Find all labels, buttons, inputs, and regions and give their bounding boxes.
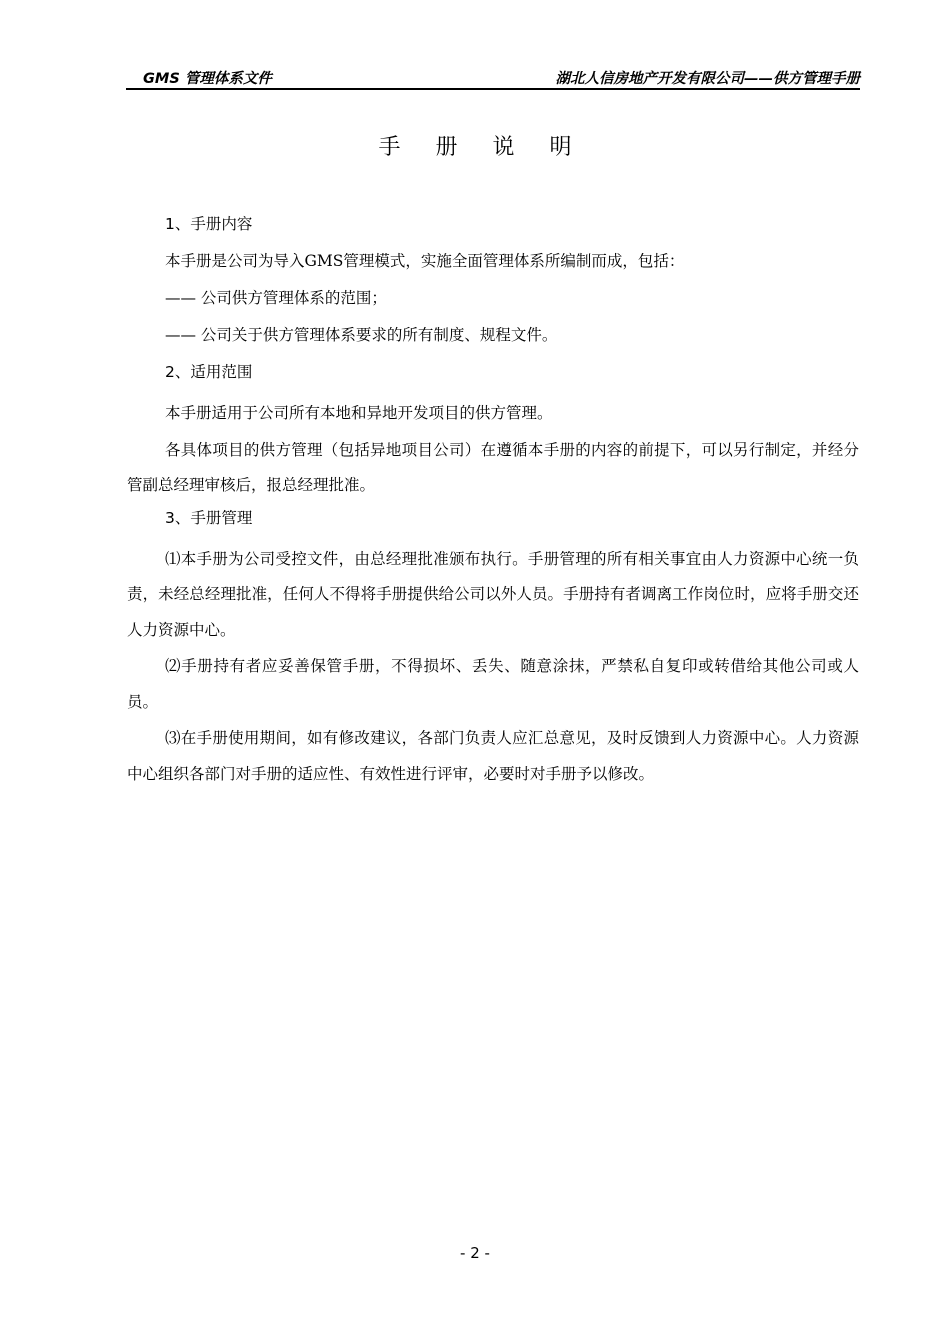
section-heading-2: 2、适用范围 [165, 363, 253, 381]
header-right-text: 湖北人信房地产开发有限公司——供方管理手册 [555, 71, 860, 87]
section-1-item-2: —— 公司关于供方管理体系要求的所有制度、规程文件。 [165, 326, 558, 344]
section-2-body [127, 396, 859, 504]
section-3-body [127, 542, 859, 793]
section-1-intro: 本手册是公司为导入GMS管理模式，实施全面管理体系所编制而成，包括： [165, 252, 685, 270]
section-3-paragraph-1: ⑴本手册为公司受控文件，由总经理批准颁布执行。手册管理的所有相关事宜由人力资源中心统一负责，未经总经理批准，任何人不得将手册提供给公司以外人员。手册持有者调离工作岗位时，应将手册交还人力资源中心。 [127, 549, 859, 639]
page-header [126, 66, 860, 90]
header-left-text: GMS 管理体系文件 [143, 71, 272, 87]
page-number: - 2 - [460, 1244, 490, 1262]
section-2-paragraph-2: 各具体项目的供方管理（包括异地项目公司）在遵循本手册的内容的前提下，可以另行制定，并经分管副总经理审核后，报总经理批准。 [127, 440, 859, 494]
document-title: 手 册 说 明 [378, 135, 586, 160]
section-2-paragraph-1: 本手册适用于公司所有本地和异地开发项目的供方管理。 [165, 404, 553, 422]
section-heading-1: 1、手册内容 [165, 215, 253, 233]
section-1-item-1: —— 公司供方管理体系的范围； [165, 289, 387, 307]
section-3-paragraph-2: ⑵手册持有者应妥善保管手册，不得损坏、丢失、随意涂抹，严禁私自复印或转借给其他公司或人员。 [127, 657, 859, 711]
section-heading-3: 3、手册管理 [165, 508, 253, 527]
section-3-paragraph-3: ⑶在手册使用期间，如有修改建议，各部门负责人应汇总意见，及时反馈到人力资源中心。人力资源中心组织各部门对手册的适应性、有效性进行评审，必要时对手册予以修改。 [127, 729, 859, 783]
document-body [127, 211, 859, 793]
